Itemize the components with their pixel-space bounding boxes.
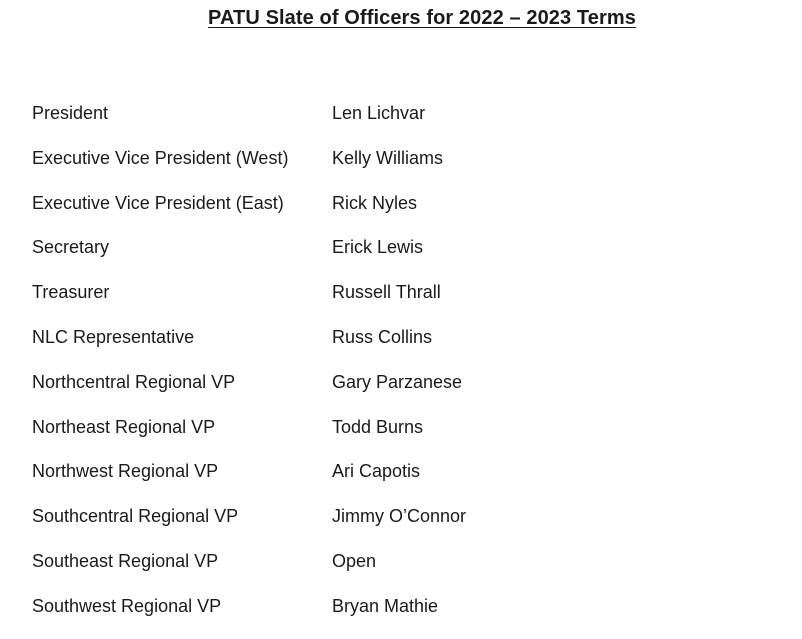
office-name: Southeast Regional VP <box>32 550 219 571</box>
officer-name: Len Lichvar <box>332 103 426 123</box>
officer-name: Ari Capotis <box>332 461 421 482</box>
office-name: Northeast Regional VP <box>32 416 216 437</box>
officer-name: Rick Nyles <box>332 192 418 213</box>
officer-name: Russell Thrall <box>332 282 441 303</box>
office-name: NLC Representative <box>32 326 195 347</box>
office-name: Secretary <box>32 237 110 258</box>
officer-name: Bryan Mathie <box>332 595 439 616</box>
officer-name: Erick Lewis <box>332 237 424 258</box>
office-name: Southwest Regional VP <box>32 595 222 616</box>
officer-name: Todd Burns <box>332 416 424 437</box>
officer-name: Jimmy O’Connor <box>332 506 467 527</box>
officer-name: Open <box>332 550 377 571</box>
office-name: President <box>32 103 109 123</box>
officer-name: Gary Parzanese <box>332 371 463 392</box>
office-name: Executive Vice President (East) <box>32 192 284 213</box>
document-title: PATU Slate of Officers for 2022 – 2023 Terms <box>208 7 636 29</box>
office-name: Southcentral Regional VP <box>32 506 239 527</box>
office-name: Northcentral Regional VP <box>32 371 236 392</box>
officer-name: Russ Collins <box>332 326 433 347</box>
office-name: Executive Vice President (West) <box>32 147 289 168</box>
office-name: Northwest Regional VP <box>32 461 219 482</box>
office-name: Treasurer <box>32 282 110 303</box>
officer-name: Kelly Williams <box>332 147 444 168</box>
